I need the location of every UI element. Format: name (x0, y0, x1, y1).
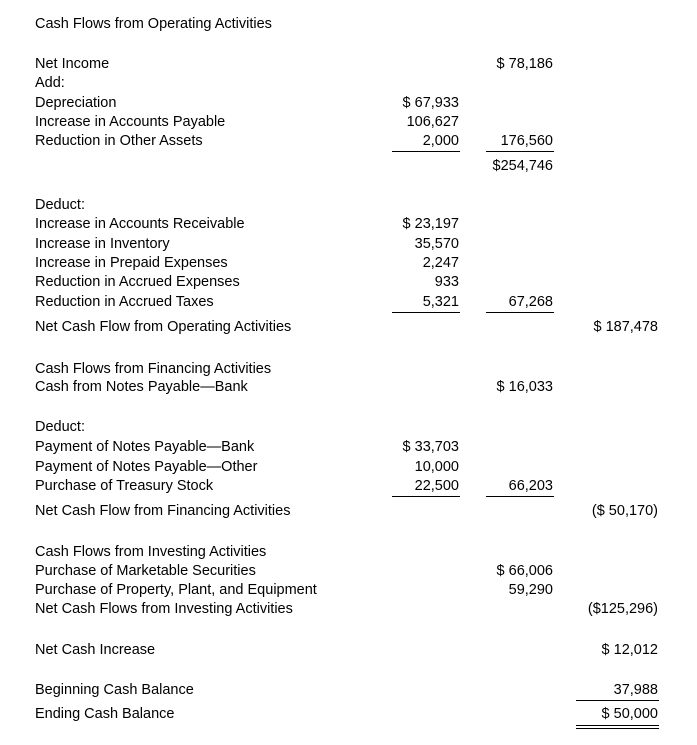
ending-cash-value: $ 50,000 (601, 706, 658, 722)
underline (576, 700, 659, 701)
deduct-label: Deduct: (35, 197, 85, 213)
net-investing-value: ($125,296) (587, 601, 658, 617)
line-item-value: 10,000 (414, 459, 459, 475)
underline (486, 151, 554, 152)
line-item-label: Purchase of Property, Plant, and Equipment (35, 582, 317, 598)
add-label: Add: (35, 75, 65, 91)
beginning-cash-value: 37,988 (613, 682, 658, 698)
line-item-label: Increase in Accounts Payable (35, 114, 226, 130)
line-item-value: $ 66,006 (496, 563, 553, 579)
line-item-value: 59,290 (508, 582, 553, 598)
deduct-total-value: 66,203 (508, 478, 553, 494)
line-item-label: Depreciation (35, 95, 117, 111)
notes-payable-label: Cash from Notes Payable—Bank (35, 379, 248, 395)
underline (392, 312, 460, 313)
underline (392, 496, 460, 497)
line-item-label: Reduction in Accrued Taxes (35, 294, 214, 310)
investing-heading: Cash Flows from Investing Activities (35, 544, 267, 560)
line-item-value: 933 (434, 274, 459, 290)
line-item-value: 2,000 (422, 133, 459, 149)
net-cash-increase-label: Net Cash Increase (35, 642, 156, 658)
deduct-label: Deduct: (35, 419, 85, 435)
double-underline-bottom (576, 728, 659, 729)
underline (486, 312, 554, 313)
line-item-label: Payment of Notes Payable—Other (35, 459, 258, 475)
line-item-label: Reduction in Accrued Expenses (35, 274, 240, 290)
operating-heading: Cash Flows from Operating Activities (35, 16, 272, 32)
deduct-total-value: 67,268 (508, 294, 553, 310)
line-item-value: $ 67,933 (402, 95, 459, 111)
add-total-value: 176,560 (500, 133, 553, 149)
operating-subtotal-value: $254,746 (492, 158, 553, 174)
line-item-value: 106,627 (406, 114, 459, 130)
line-item-value: $ 23,197 (402, 216, 459, 232)
line-item-label: Reduction in Other Assets (35, 133, 203, 149)
net-income-label: Net Income (35, 56, 110, 72)
line-item-label: Payment of Notes Payable—Bank (35, 439, 255, 455)
beginning-cash-label: Beginning Cash Balance (35, 682, 194, 698)
line-item-label: Purchase of Treasury Stock (35, 478, 214, 494)
net-operating-label: Net Cash Flow from Operating Activities (35, 319, 292, 335)
line-item-label: Increase in Accounts Receivable (35, 216, 245, 232)
financing-heading: Cash Flows from Financing Activities (35, 361, 272, 377)
net-income-value: $ 78,186 (496, 56, 553, 72)
line-item-value: 2,247 (422, 255, 459, 271)
line-item-label: Increase in Prepaid Expenses (35, 255, 228, 271)
ending-cash-label: Ending Cash Balance (35, 706, 175, 722)
line-item-value: $ 33,703 (402, 439, 459, 455)
net-investing-label: Net Cash Flows from Investing Activities (35, 601, 293, 617)
net-financing-value: ($ 50,170) (591, 503, 658, 519)
line-item-value: 35,570 (414, 236, 459, 252)
underline (392, 151, 460, 152)
notes-payable-value: $ 16,033 (496, 379, 553, 395)
underline (486, 496, 554, 497)
net-financing-label: Net Cash Flow from Financing Activities (35, 503, 291, 519)
line-item-value: 5,321 (422, 294, 459, 310)
line-item-value: 22,500 (414, 478, 459, 494)
line-item-label: Increase in Inventory (35, 236, 170, 252)
net-operating-value: $ 187,478 (593, 319, 658, 335)
net-cash-increase-value: $ 12,012 (601, 642, 658, 658)
line-item-label: Purchase of Marketable Securities (35, 563, 256, 579)
double-underline-top (576, 725, 659, 726)
